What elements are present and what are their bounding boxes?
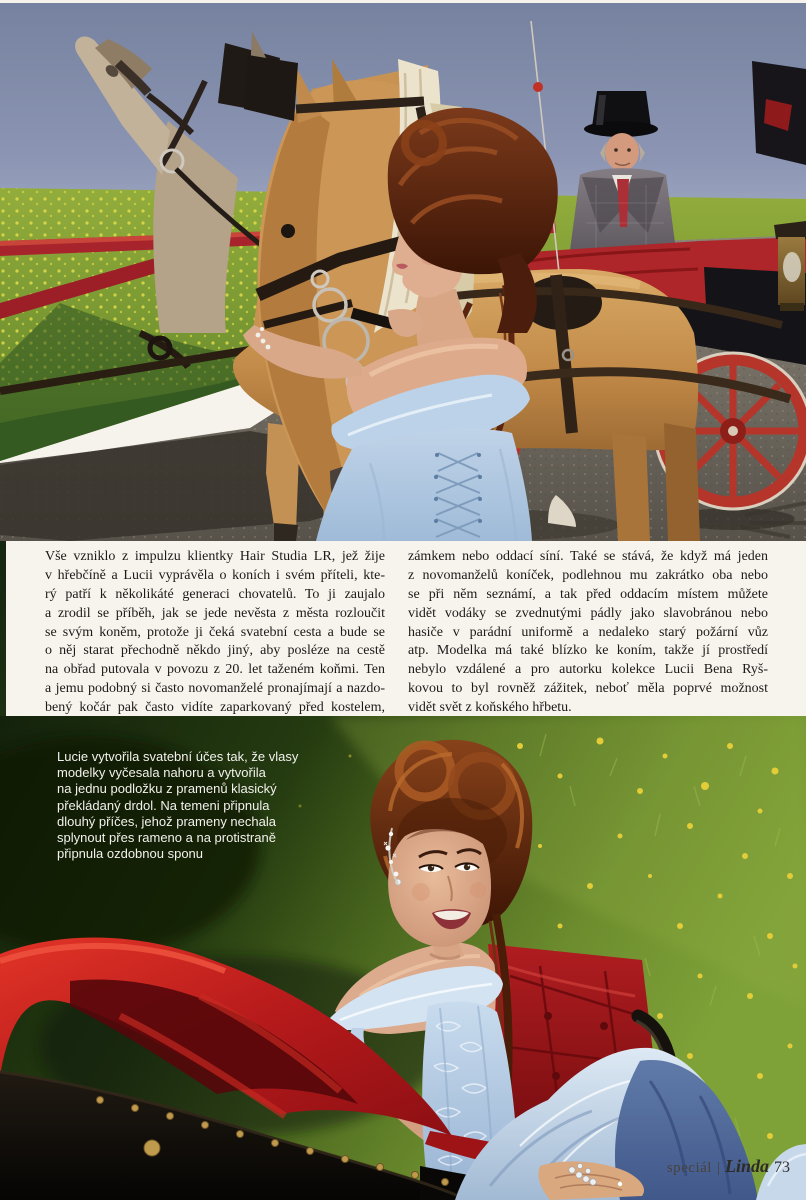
text-line: na obřad putovala v povozu z 20. let taženém koňmi. Ten xyxy=(45,662,385,678)
caption-line: Lucie vytvořila svatební účes tak, že vlasy xyxy=(57,749,299,764)
caption-line: modelky vyčesala nahoru a vytvořila xyxy=(57,765,266,781)
text-line: o něj starat přechodně někdo jiný, aby posléze na cestě xyxy=(45,643,385,659)
footer-divider: | xyxy=(716,1160,720,1176)
photo-caption xyxy=(57,749,357,862)
text-line: Vše vzniklo z impulzu klientky Hair Studia LR, jež žije xyxy=(45,549,385,564)
ring-sparkle xyxy=(618,1182,622,1186)
carriage-lamp xyxy=(774,221,806,311)
column-left xyxy=(45,548,385,718)
text-line: nebylo vzdálené a pro autorku kolekce Lucii Bena Ryš- xyxy=(408,662,768,678)
top-photo xyxy=(0,3,806,541)
footer-magazine-title: Linda xyxy=(724,1156,769,1176)
text-line: se svým koněm, protože ji čeká svatební cesta a bude se xyxy=(45,624,385,640)
footer-section-label: speciál xyxy=(666,1160,712,1176)
article-band xyxy=(0,541,806,716)
column-right xyxy=(408,548,768,718)
caption-line: připnula ozdobnou sponu xyxy=(57,846,204,862)
text-line: rý patří k několikáté generaci chovatelů. To ji zaujalo xyxy=(45,586,385,602)
text-line: se při něm seznámí, a tak před oddacím místem můžete xyxy=(408,586,768,602)
text-line: vidět vodáky se zvednutými pádly jako slavobránou nebo xyxy=(408,605,768,621)
scan-edge xyxy=(0,541,6,716)
bottom-photo-wrap xyxy=(0,716,806,1200)
caption-line: dlouhý příčes, jehož prameny nechala xyxy=(57,813,276,829)
caption-line: překládaný drdol. Na temeni připnula xyxy=(57,797,270,813)
text-line: kovou to byl rovněž zážitek, neboť měla poprvé možnost xyxy=(408,681,768,697)
text-line: z novomanželů koníček, podlehnou mu zakrátko oba nebo xyxy=(408,567,768,583)
text-line: vidět svět z koňského hřbetu. xyxy=(408,700,572,716)
caption-line: na jednu podložku z pramenů klasický xyxy=(57,781,277,797)
article-columns xyxy=(45,548,768,718)
caption-line: splynout přes rameno a na protistraně xyxy=(57,830,276,846)
text-line: v hřebčíně a Lucii vyprávěla o koních i svém příteli, kte- xyxy=(45,567,385,583)
text-line: zámkem nebo oddací síní. Také se stává, že když má jeden xyxy=(408,549,768,564)
page-footer xyxy=(667,1156,790,1177)
text-line: atp. Modelka má také blízko ke koním, takže jí prostředí xyxy=(408,643,768,659)
text-line: bený kočár pak často vidíte zaparkovaný před kostelem, xyxy=(45,700,385,716)
text-line: a zrodil se příběh, jak se jede nevěsta z města rozloučit xyxy=(45,605,385,621)
text-line: a jemu podobný si často novomanželé pronajímají a nazdo- xyxy=(45,681,385,697)
footer-page-number: 73 xyxy=(774,1159,790,1176)
text-line: hasiče v parádní uniformě a nedaleko starý požární vůz xyxy=(408,624,768,640)
